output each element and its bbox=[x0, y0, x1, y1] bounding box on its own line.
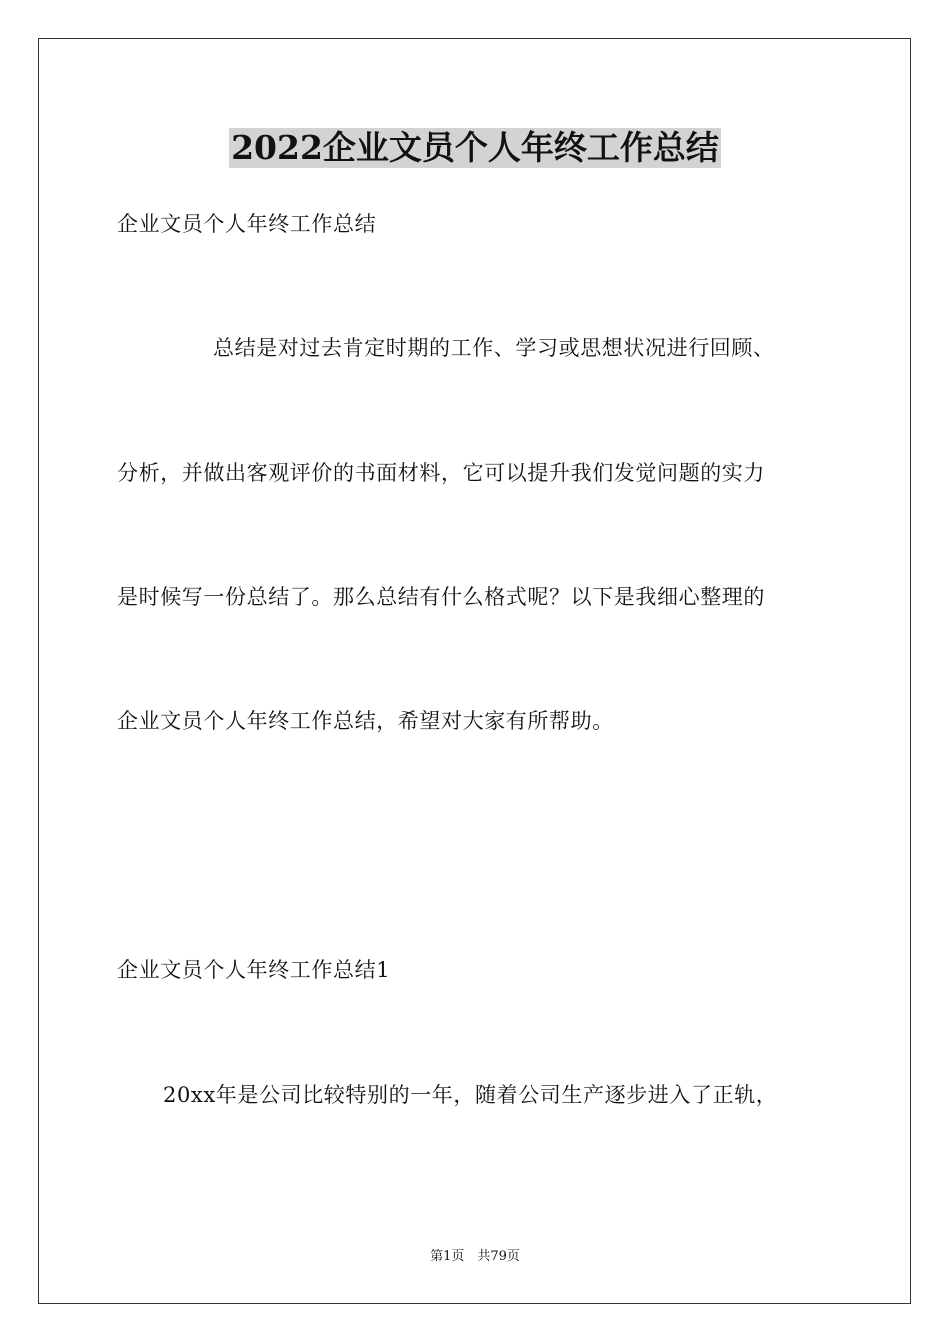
intro-line-1: 总结是对过去肯定时期的工作、学习或思想状况进行回顾、 bbox=[213, 336, 775, 360]
intro-line-4: 企业文员个人年终工作总结，希望对大家有所帮助。 bbox=[117, 709, 614, 733]
document-title: 2022企业文员个人年终工作总结 bbox=[231, 128, 719, 167]
section-first-line: 20xx年是公司比较特别的一年，随着公司生产逐步进入了正轨， bbox=[163, 1083, 778, 1107]
page-number-footer: 第1页 共79页 bbox=[430, 1249, 520, 1264]
document-subtitle: 企业文员个人年终工作总结 bbox=[117, 212, 377, 236]
intro-line-2: 分析，并做出客观评价的书面材料，它可以提升我们发觉问题的实力 bbox=[117, 461, 765, 485]
title-wrap bbox=[0, 128, 950, 168]
section-heading: 企业文员个人年终工作总结1 bbox=[117, 958, 391, 982]
intro-line-3: 是时候写一份总结了。那么总结有什么格式呢？以下是我细心整理的 bbox=[117, 585, 765, 609]
